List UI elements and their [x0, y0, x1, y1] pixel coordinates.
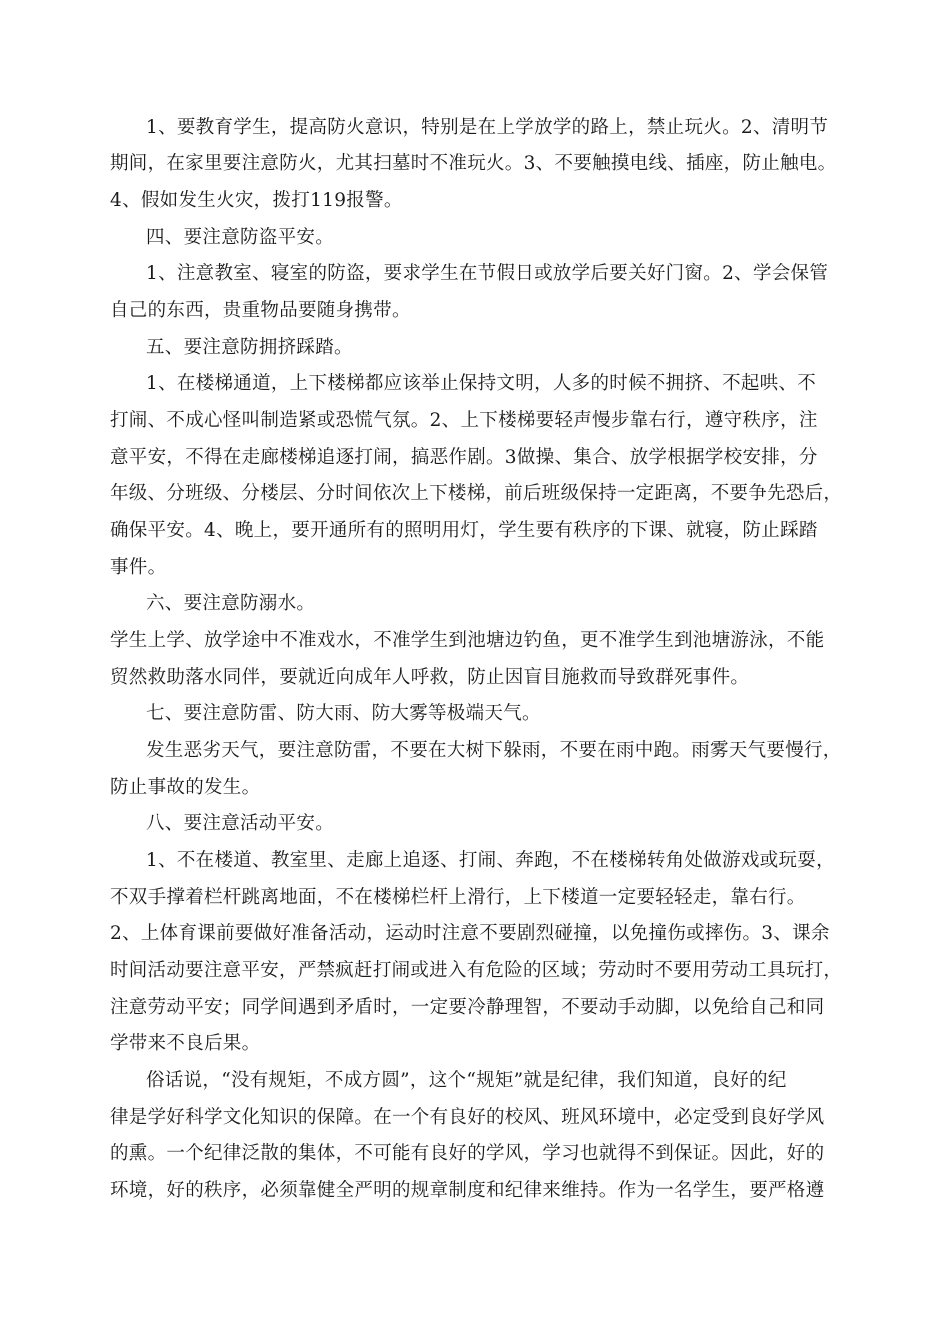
- text-line: 的熏。一个纪律泛散的集体，不可能有良好的学风，学习也就得不到保证。因此，好的: [110, 1143, 825, 1164]
- text-line: 注意劳动平安；同学间遇到矛盾时，一定要冷静理智，不要动手动脚，以免给自己和同: [110, 997, 825, 1018]
- text-line: 事件。: [110, 557, 167, 578]
- text-line: 1、在楼梯通道，上下楼梯都应该举止保持文明，人多的时候不拥挤、不起哄、不: [146, 373, 817, 394]
- text-line: 1、注意教室、寝室的防盗，要求学生在节假日或放学后要关好门窗。2、学会保管: [146, 263, 829, 284]
- text-line: 4、假如发生火灾，拨打119报警。: [110, 190, 403, 211]
- text-line: 时间活动要注意平安，严禁疯赶打闹或进入有危险的区域；劳动时不要用劳动工具玩打，: [110, 960, 843, 981]
- text-line: 环境，好的秩序，必须靠健全严明的规章制度和纪律来维持。作为一名学生，要严格遵: [110, 1180, 825, 1201]
- text-line: 学生上学、放学途中不准戏水，不准学生到池塘边钓鱼，更不准学生到池塘游泳，不能: [110, 630, 825, 651]
- text-line: 防止事故的发生。: [110, 777, 261, 798]
- section-heading: 八、要注意活动平安。: [146, 813, 335, 834]
- text-line: 2、上体育课前要做好准备活动，运动时注意不要剧烈碰撞，以免撞伤或摔伤。3、课余: [110, 923, 830, 944]
- section-heading: 六、要注意防溺水。: [146, 593, 316, 614]
- text-line: 学带来不良后果。: [110, 1033, 261, 1054]
- text-line: 不双手撑着栏杆跳离地面，不在楼梯栏杆上滑行，上下楼道一定要轻轻走，靠右行。: [110, 887, 806, 908]
- text-line: 打闹、不成心怪叫制造紧或恐慌气氛。2、上下楼梯要轻声慢步靠右行，遵守秩序，注: [110, 410, 818, 431]
- section-heading: 七、要注意防雷、防大雨、防大雾等极端天气。: [146, 703, 541, 724]
- section-heading: 四、要注意防盗平安。: [146, 227, 335, 248]
- text-line: 意平安，不得在走廊楼梯追逐打闹，搞恶作剧。3做操、集合、放学根据学校安排，分: [110, 447, 818, 468]
- section-heading: 五、要注意防拥挤踩踏。: [146, 337, 353, 358]
- text-line: 期间，在家里要注意防火，尤其扫墓时不准玩火。3、不要触摸电线、插座，防止触电。: [110, 153, 837, 174]
- text-line: 年级、分班级、分楼层、分时间依次上下楼梯，前后班级保持一定距离，不要争先恐后，: [110, 483, 843, 504]
- text-line: 贸然救助落水同伴，要就近向成年人呼救，防止因盲目施救而导致群死事件。: [110, 667, 750, 688]
- text-line: 律是学好科学文化知识的保障。在一个有良好的校风、班风环境中，必定受到良好学风: [110, 1107, 825, 1128]
- text-line: 1、不在楼道、教室里、走廊上追逐、打闹、奔跑，不在楼梯转角处做游戏或玩耍，: [146, 850, 835, 871]
- text-line: 1、要教育学生，提高防火意识，特别是在上学放学的路上，禁止玩火。2、清明节: [146, 117, 829, 138]
- text-line: 自己的东西，贵重物品要随身携带。: [110, 300, 411, 321]
- text-line: 发生恶劣天气，要注意防雷，不要在大树下躲雨，不要在雨中跑。雨雾天气要慢行，: [146, 740, 842, 761]
- text-line: 确保平安。4、晚上，要开通所有的照明用灯，学生要有秩序的下课、就寝，防止踩踏: [110, 520, 818, 541]
- text-line: 俗话说，“没有规矩，不成方圆”，这个“规矩”就是纪律，我们知道，良好的纪: [146, 1070, 787, 1091]
